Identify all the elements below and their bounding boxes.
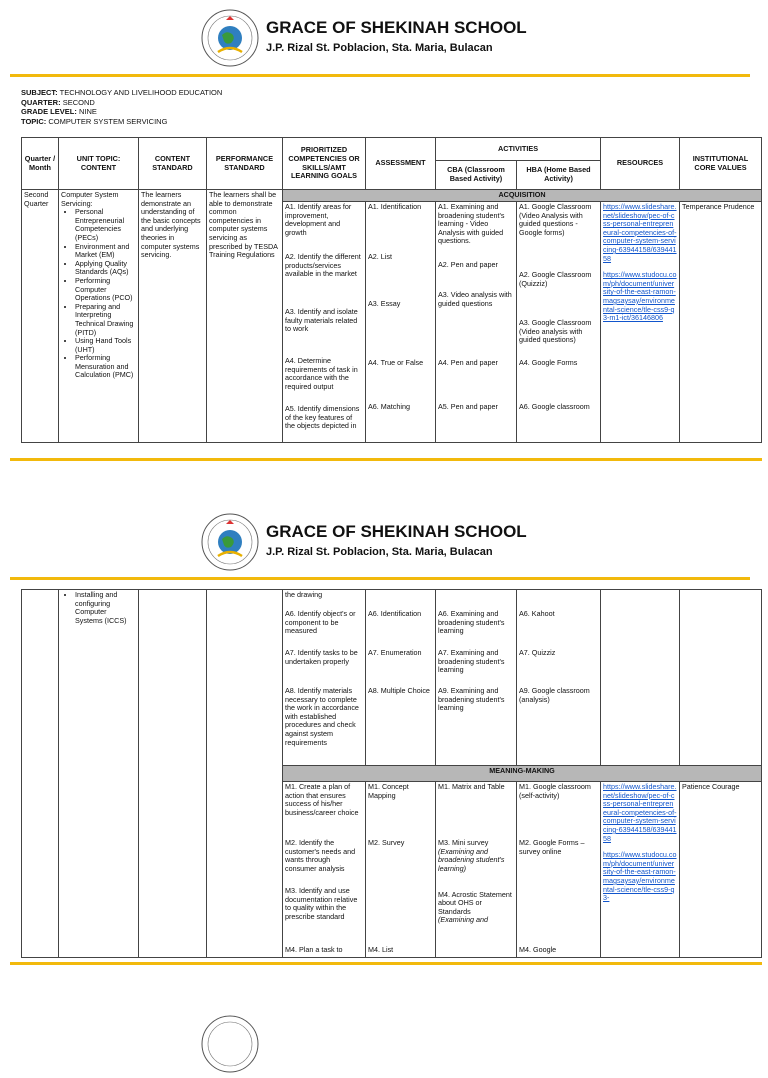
mm-core-values-cell: Patience Courage xyxy=(680,782,762,958)
hba-cell: A1. Google Classroom (Video Analysis with guided questions - Google forms) A2. Google Classroom (Quizziz) A3. Google Classroom (Video analysis with guided questions) A4. Google Forms A6. Google classroom xyxy=(517,202,601,443)
quarter-cell: Second Quarter xyxy=(22,190,59,443)
curriculum-table-page1 xyxy=(21,137,762,443)
cba-cell: A6. Examining and broadening student's learning A7. Examining and broadening student's learning A9. Examining and broadening student's learning xyxy=(436,590,517,766)
school-address: J.P. Rizal St. Poblacion, Sta. Maria, Bulacan xyxy=(266,42,493,54)
col-assessment: ASSESSMENT xyxy=(366,138,436,190)
document-meta: SUBJECT: TECHNOLOGY AND LIVELIHOOD EDUCATION QUARTER: SECOND GRADE LEVEL: NINE TOPIC: COMPUTER SYSTEM SERVICING xyxy=(21,88,223,126)
col-resources: RESOURCES xyxy=(601,138,680,190)
core-values-cell: Temperance Prudence xyxy=(680,202,762,443)
resource-link-slideshare[interactable]: https://www.slideshare.net/slideshow/pec-of-css-personal-entrepreneural-competencies-of-computer-system-servicing-63944158/63944158 xyxy=(603,782,677,843)
page2-bottom-rule xyxy=(10,962,762,965)
list-item: • Performing Computer Operations (PCO) xyxy=(75,277,136,303)
topic-value: COMPUTER SYSTEM SERVICING xyxy=(48,116,168,126)
list-item: • Preparing and Interpreting Technical Drawing (PITD) xyxy=(75,303,136,337)
unit-topic-cell: Computer System Servicing: • Personal Entrepreneurial Competencies (PECs) • Environment and Market (EM) • Applying Quality Standards (AQs) • Performing Computer Operations (PCO) • Preparing and Interpreting Technical Drawing (PITD) • Using Hand Tools (UHT) • Performing Mensuration and Calculation (PMC) xyxy=(59,190,139,443)
content-standard-cell xyxy=(139,590,207,958)
section-band-acquisition: ACQUISITION xyxy=(283,190,762,202)
school-name: GRACE OF SHEKINAH SCHOOL xyxy=(266,18,527,37)
list-item: • Using Hand Tools (UHT) xyxy=(75,337,136,354)
school-seal-icon xyxy=(200,1014,260,1074)
performance-standard-cell: The learners shall be able to demonstrate common competencies in computer systems servicing as prescribed by TESDA Training Regulations xyxy=(207,190,283,443)
subject-value: TECHNOLOGY AND LIVELIHOOD EDUCATION xyxy=(59,88,223,97)
assessment-cell: A1. Identification A2. List A3. Essay A4. True or False A6. Matching xyxy=(366,202,436,443)
col-content-standard: CONTENT STANDARD xyxy=(139,138,207,190)
mm-cba-cell: M1. Matrix and Table M3. Mini survey (Examining and broadening student's learning) M4. Acrostic Statement about OHS or Standards (Examining and xyxy=(436,782,517,958)
mm-hba-cell: M1. Google classroom (self-activity) M2. Google Forms – survey online M4. Google xyxy=(517,782,601,958)
quarter-value: SECOND xyxy=(62,97,95,107)
unit-topic-cell xyxy=(59,590,139,958)
content-standard-cell: The learners demonstrate an understanding of the basic concepts and underlying theories in computer systems servicing. xyxy=(139,190,207,443)
page1-bottom-rule xyxy=(10,458,762,461)
resources-cell xyxy=(601,590,680,766)
grade-value: NINE xyxy=(78,107,97,116)
col-performance-standard: PERFORMANCE STANDARD xyxy=(207,138,283,190)
quarter-cell xyxy=(22,590,59,958)
resource-link-slideshare[interactable]: https://www.slideshare.net/slideshow/pec-of-css-personal-entrepreneural-competencies-of-computer-system-servicing-63944158/63944158 xyxy=(603,202,677,263)
header-rule xyxy=(10,577,750,580)
resource-link-studocu[interactable]: https://www.studocu.com/ph/document/university-of-the-east-ramon-magsaysay/environmental-science/tle-css9-q3-m1-ict/36146806 xyxy=(603,270,677,323)
resources-cell xyxy=(601,202,680,443)
competencies-cell: the drawing A6. Identify object's or component to be measured A7. Identify tasks to be undertaken properly A8. Identify materials necessary to complete the work in accordance with established procedures and check against system requirements xyxy=(283,590,366,766)
mm-assessment-cell: M1. Concept Mapping M2. Survey M4. List xyxy=(366,782,436,958)
col-competencies: PRIORITIZED COMPETENCIES OR SKILLS/AMT LEARNING GOALS xyxy=(283,138,366,190)
col-core-values: INSTITUTIONAL CORE VALUES xyxy=(680,138,762,190)
list-item: • Performing Mensuration and Calculation (PMC) xyxy=(75,354,136,380)
assessment-cell: A6. Identification A7. Enumeration A8. Multiple Choice xyxy=(366,590,436,766)
col-hba: HBA (Home Based Activity) xyxy=(517,161,601,190)
mm-resources-cell xyxy=(601,782,680,958)
col-activities: ACTIVITIES xyxy=(436,138,601,161)
school-address: J.P. Rizal St. Poblacion, Sta. Maria, Bulacan xyxy=(266,546,493,558)
section-band-meaning-making: MEANING-MAKING xyxy=(283,766,762,782)
school-name: GRACE OF SHEKINAH SCHOOL xyxy=(266,522,527,541)
core-values-cell xyxy=(680,590,762,766)
competencies-cell: A1. Identify areas for improvement, development and growth A2. Identify the different products/services available in the market A3. Identify and isolate faulty materials related to work A4. Determine requirements of task in accordance with the required output A5. Identify dimensions of the key features of the objects depicted in xyxy=(283,202,366,443)
col-cba: CBA (Classroom Based Activity) xyxy=(436,161,517,190)
cba-cell: A1. Examining and broadening student's learning - Video Analysis with guided questions. A2. Pen and paper A3. Video analysis with guided questions A4. Pen and paper A5. Pen and paper xyxy=(436,202,517,443)
list-item: • Applying Quality Standards (AQs) xyxy=(75,260,136,277)
school-seal-icon xyxy=(200,8,260,68)
header-rule xyxy=(10,74,750,77)
performance-standard-cell xyxy=(207,590,283,958)
school-seal-icon xyxy=(200,512,260,572)
col-quarter: Quarter / Month xyxy=(22,138,59,190)
col-unit: UNIT TOPIC: CONTENT xyxy=(59,138,139,190)
curriculum-table-page2 xyxy=(21,589,762,958)
hba-cell: A6. Kahoot A7. Quizziz A9. Google classroom (analysis) xyxy=(517,590,601,766)
list-item: • Personal Entrepreneurial Competencies (PECs) xyxy=(75,208,136,242)
resource-link-studocu[interactable]: https://www.studocu.com/ph/document/university-of-the-east-ramon-magsaysay/environmental-science/tle-css9-q3- xyxy=(603,850,677,903)
list-item: • Environment and Market (EM) xyxy=(75,243,136,260)
mm-competencies-cell: M1. Create a plan of action that ensures success of his/her business/career choice M2. Identify the customer's needs and wants through consumer analysis M3. Identify and use documentation relative to quality within the prescribe standard M4. Plan a task to xyxy=(283,782,366,958)
list-item: • Installing and configuring Computer Systems (ICCS) xyxy=(75,591,136,625)
